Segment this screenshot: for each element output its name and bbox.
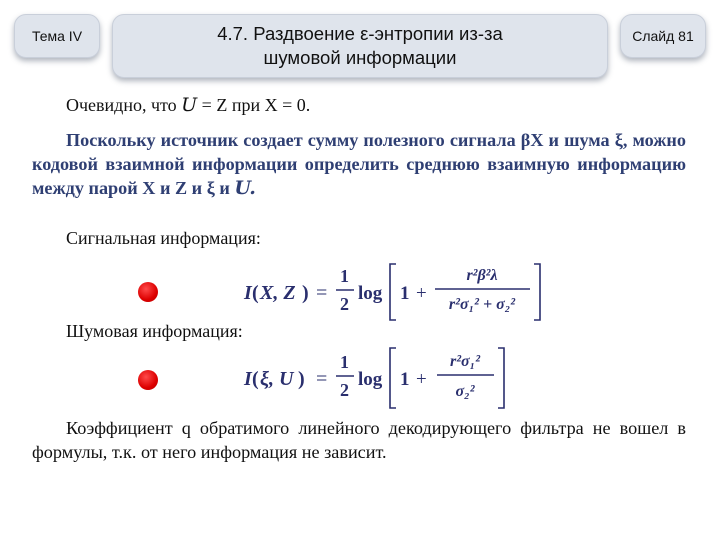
slide-number-badge — [620, 14, 706, 58]
noise-right-bracket — [498, 348, 504, 408]
main-paragraph — [32, 128, 686, 200]
topic-badge — [14, 14, 100, 58]
noise-lhs-close-paren: ) — [298, 368, 305, 390]
signal-equals: = — [316, 282, 328, 304]
signal-right-bracket — [534, 264, 540, 320]
noise-frac-den: σ₂² — [455, 383, 475, 400]
signal-coef-den: 2 — [340, 294, 349, 314]
noise-lhs-func: I — [244, 368, 252, 390]
intro-symbol: U — [181, 94, 198, 116]
slide-title-box — [112, 14, 608, 78]
noise-plus: + — [416, 369, 427, 390]
noise-log: log — [358, 369, 383, 390]
signal-label: Сигнальная информация: — [66, 228, 261, 248]
main-paragraph-text: Поскольку источник создает сумму полезного сигнала βX и шума ξ, можно кодовой взаимной информации определить среднюю взаимную информацию между парой X и Z и ξ и — [32, 130, 686, 198]
signal-lhs-open-paren: ( — [252, 282, 259, 304]
noise-coef-den: 2 — [340, 380, 349, 400]
signal-formula — [232, 258, 562, 326]
slide-title: 4.7. Раздвоение ε-энтропии из-за шумовой информации — [217, 23, 503, 68]
intro-line — [66, 94, 310, 116]
noise-coef-num: 1 — [340, 352, 349, 372]
noise-formula — [232, 344, 562, 412]
signal-lhs-close-paren: ) — [302, 282, 309, 304]
topic-label: Тема IV — [31, 28, 83, 44]
signal-one: 1 — [400, 283, 410, 304]
signal-lhs-args: X, Z — [260, 282, 296, 304]
noise-lhs-open-paren: ( — [252, 368, 259, 390]
signal-log: log — [358, 283, 383, 304]
main-paragraph-symbol: U. — [234, 177, 256, 199]
noise-equals: = — [316, 368, 328, 390]
footnote-paragraph: Коэффициент q обратимого линейного декодирующего фильтра не вошел в формулы, т.к. от него информация не зависит. — [32, 418, 686, 462]
noise-frac-num: r²σ₁² — [449, 353, 481, 370]
noise-one: 1 — [400, 369, 410, 390]
noise-left-bracket — [390, 348, 396, 408]
bullet-dot-signal — [138, 282, 158, 302]
intro-prefix: Очевидно, что — [66, 95, 182, 115]
signal-coef-num: 1 — [340, 266, 349, 286]
intro-suffix: = Z при X = 0. — [197, 95, 311, 115]
noise-lhs-args: ξ, U — [260, 368, 294, 390]
signal-frac-num: r²β²λ — [466, 267, 498, 284]
signal-plus: + — [416, 283, 427, 304]
noise-label: Шумовая информация: — [66, 321, 243, 341]
slide-number: Слайд 81 — [632, 28, 694, 44]
signal-left-bracket — [390, 264, 396, 320]
bullet-dot-noise — [138, 370, 158, 390]
signal-frac-den: r²σ₁² + σ₂² — [448, 296, 516, 313]
signal-lhs-func: I — [244, 282, 252, 304]
